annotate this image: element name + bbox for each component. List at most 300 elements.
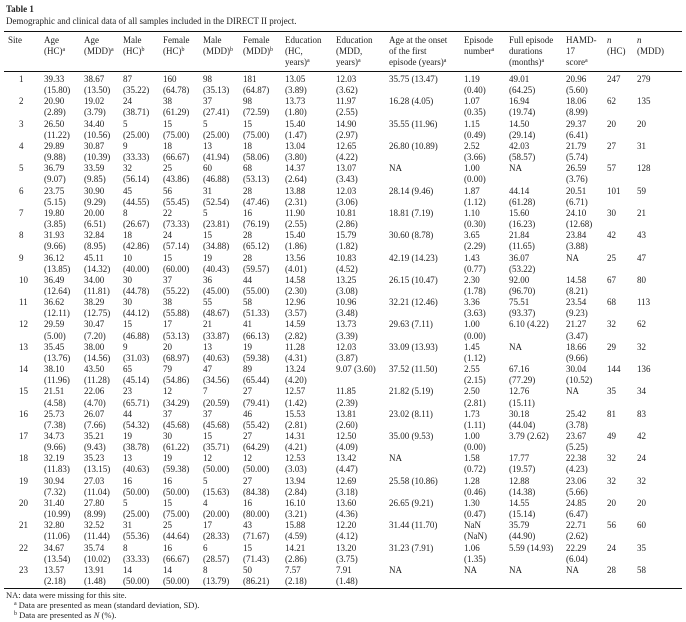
onset-age-cell: NA (389, 163, 402, 174)
male-hc-cell: 24 (38.71) (123, 96, 150, 118)
col-age-mdd-label: Age (MDD) (84, 35, 111, 56)
onset-age-cell: 26.15 (10.47) (389, 274, 438, 285)
footnote-b-text: Data are presented as (19, 609, 92, 620)
age-mdd-cell: 27.03 (11.04) (84, 475, 110, 497)
col-male-hc-label: Male (HC) (123, 35, 142, 56)
age-mdd-cell: 38.00 (14.56) (84, 341, 111, 363)
age-mdd-cell: 43.50 (11.28) (84, 364, 110, 386)
footnote-b-symbol: N (93, 609, 100, 620)
education-mdd-cell: 12.20 (4.12) (336, 520, 358, 542)
episode-number-cell: 1.43 (0.77) (464, 252, 486, 274)
female-hc-cell: 15 (75.00) (163, 497, 190, 520)
col-female-mdd-note: b (270, 47, 273, 53)
female-hc-cell: 16 (50.00) (163, 475, 190, 497)
site-cell: 16 (19, 408, 28, 419)
female-mdd-cell: 89 (65.44) (243, 364, 270, 386)
n-hc-cell: 25 (607, 252, 616, 263)
female-hc-cell: 56 (55.45) (163, 185, 190, 207)
episode-number-cell: 2.52 (3.66) (464, 140, 486, 163)
age-mdd-cell: 32.52 (11.44) (84, 520, 110, 542)
episode-duration-cell: 12.88 (14.38) (509, 475, 536, 497)
onset-age-cell: 18.81 (7.19) (389, 207, 434, 218)
table-row (4, 409, 682, 431)
col-n-mdd (633, 32, 682, 72)
onset-age-cell: 37.52 (11.50) (389, 364, 438, 375)
female-mdd-cell: 46 (55.42) (243, 408, 270, 430)
episode-duration-cell: 36.07 (53.22) (509, 252, 536, 274)
male-hc-cell: 9 (33.33) (123, 140, 150, 163)
female-hc-cell: 17 (53.13) (163, 319, 190, 341)
site-cell: 17 (19, 431, 28, 441)
col-female-hc-note: b (181, 47, 185, 53)
onset-age-cell: 31.23 (7.91) (389, 542, 434, 553)
female-hc-cell: 12 (34.29) (163, 386, 190, 408)
education-mdd-cell: 10.83 (4.52) (336, 252, 358, 274)
age-hc-cell: 20.90 (2.89) (44, 96, 66, 118)
education-mdd-cell: 12.03 (3.06) (336, 185, 358, 207)
n-mdd-cell: 136 (637, 364, 651, 375)
hamd17-cell: 21.79 (5.74) (566, 140, 588, 163)
episode-duration-cell: 14.55 (15.14) (509, 497, 536, 520)
female-mdd-cell: 16 (76.19) (243, 207, 270, 230)
onset-age-cell: 26.80 (10.89) (389, 140, 438, 151)
male-mdd-cell: 5 (23.81) (203, 207, 230, 230)
col-episode-number-note: a (491, 47, 495, 53)
education-hc-cell: 14.37 (2.64) (285, 163, 307, 185)
female-hc-cell: 24 (57.14) (163, 230, 190, 252)
hamd17-cell: 29.37 (6.41) (566, 118, 588, 140)
episode-duration-cell: NA (509, 163, 522, 174)
male-mdd-cell: 37 (45.68) (203, 408, 230, 430)
col-age-mdd-note: a (111, 47, 114, 53)
education-hc-cell: 15.88 (4.59) (285, 520, 307, 542)
table-row (4, 342, 682, 364)
col-education-mdd-label: Education (MDD, years) (336, 35, 373, 67)
education-mdd-cell: 13.73 (3.39) (336, 319, 358, 341)
education-hc-cell: 16.10 (3.21) (285, 497, 307, 520)
female-hc-cell: 22 (73.33) (163, 207, 190, 230)
age-hc-cell: 31.40 (10.99) (44, 497, 71, 520)
episode-number-cell: 1.87 (1.12) (464, 185, 486, 207)
episode-number-cell: 2.50 (2.81) (464, 386, 486, 408)
female-mdd-cell: 43 (71.67) (243, 520, 270, 542)
education-hc-cell: 15.53 (2.81) (285, 408, 307, 430)
site-cell: 9 (19, 252, 24, 263)
male-mdd-cell: 4 (20.00) (203, 497, 230, 520)
education-hc-cell: 11.28 (4.31) (285, 341, 307, 363)
episode-duration-cell: 3.79 (2.62) (509, 431, 549, 441)
episode-duration-cell: 75.51 (93.37) (509, 297, 536, 319)
education-mdd-cell: 13.42 (4.47) (336, 453, 358, 475)
hamd17-cell: 26.59 (3.76) (566, 163, 588, 185)
table-row (4, 141, 682, 163)
hamd17-cell: NA (562, 565, 603, 589)
episode-number-cell: 1.19 (0.40) (464, 74, 486, 96)
male-hc-cell: 44 (54.32) (123, 408, 150, 430)
episode-duration-cell: 49.01 (64.25) (509, 74, 536, 96)
episode-number-cell: 2.30 (1.78) (464, 274, 486, 296)
male-hc-cell: 65 (45.14) (123, 364, 150, 386)
male-mdd-cell: 17 (28.33) (203, 520, 230, 542)
female-hc-cell: 14 (50.00) (159, 565, 199, 589)
hamd17-cell: 18.66 (9.66) (566, 341, 588, 363)
education-mdd-cell: 13.25 (3.08) (336, 274, 358, 296)
table-row (4, 386, 682, 408)
education-hc-cell: 14.59 (2.82) (285, 319, 307, 341)
episode-duration-cell: 92.00 (96.70) (509, 274, 536, 296)
onset-age-cell: NA (389, 453, 402, 464)
education-hc-cell: 12.96 (3.57) (285, 297, 307, 319)
age-hc-cell: 29.59 (5.00) (44, 319, 66, 341)
age-mdd-cell: 20.00 (6.51) (84, 207, 106, 230)
n-mdd-cell: 20 (637, 118, 646, 129)
table-row (4, 364, 682, 386)
age-hc-cell: 34.73 (9.66) (44, 431, 66, 453)
male-hc-cell: 30 (44.78) (123, 274, 150, 296)
male-hc-cell: 10 (40.00) (123, 252, 150, 274)
age-hc-cell: 19.80 (3.85) (44, 207, 66, 230)
female-hc-cell: 15 (60.00) (163, 252, 190, 274)
episode-number-cell: 1.73 (1.11) (464, 408, 486, 430)
episode-number-cell: NA (460, 565, 505, 589)
col-onset-age (385, 32, 460, 72)
male-hc-cell: 30 (44.12) (123, 297, 150, 319)
hamd17-cell: 23.06 (5.66) (566, 475, 588, 497)
male-hc-cell: 19 (38.78) (123, 431, 150, 453)
col-female-hc-label: Female (HC) (163, 35, 190, 56)
age-hc-cell: 36.79 (9.07) (44, 163, 66, 185)
female-mdd-cell: 58 (51.33) (243, 297, 270, 319)
n-hc-cell: 35 (607, 386, 616, 397)
col-female-mdd-label: Female (MDD) (243, 35, 270, 56)
n-mdd-cell: 21 (637, 207, 646, 218)
footnote-b-mark: b (14, 610, 17, 617)
table-row (4, 520, 682, 542)
onset-age-cell: 21.82 (5.19) (389, 386, 434, 397)
n-mdd-cell: 34 (637, 386, 646, 397)
episode-number-cell: 3.36 (3.63) (464, 297, 486, 319)
education-hc-cell: 14.21 (2.86) (285, 542, 307, 564)
male-mdd-cell: 15 (35.71) (203, 431, 230, 453)
female-mdd-cell: 28 (47.46) (243, 185, 270, 207)
age-mdd-cell: 33.59 (9.85) (84, 163, 106, 185)
site-cell: 7 (19, 207, 24, 218)
episode-number-cell: 1.45 (1.12) (464, 341, 486, 363)
site-cell: 3 (19, 118, 24, 129)
age-hc-cell: 32.80 (11.06) (44, 520, 70, 542)
female-mdd-cell: 15 (71.43) (243, 542, 270, 564)
age-mdd-cell: 27.80 (8.99) (84, 497, 106, 520)
age-hc-cell: 38.10 (11.96) (44, 364, 70, 386)
n-hc-cell: 247 (607, 74, 621, 84)
onset-age-cell: 16.28 (4.05) (389, 96, 434, 107)
site-cell: 21 (19, 520, 28, 531)
footnote-na: NA: data were missing for this site. (6, 590, 127, 600)
col-hamd17-note: a (585, 58, 588, 64)
female-mdd-cell: 19 (59.38) (243, 341, 270, 363)
female-mdd-cell: 12 (50.00) (243, 453, 270, 475)
col-n-hc-symbol: n (607, 35, 612, 45)
age-hc-cell: 21.51 (4.58) (44, 386, 66, 408)
male-hc-cell: 8 (33.33) (123, 542, 150, 564)
onset-age-cell: 35.75 (13.47) (389, 74, 438, 84)
education-mdd-cell: 15.79 (1.82) (336, 230, 358, 252)
n-hc-cell: 32 (607, 453, 616, 464)
male-hc-cell: 15 (46.88) (123, 319, 150, 341)
male-mdd-cell: 15 (34.88) (203, 230, 230, 252)
col-onset-age-label: Age at the onset of the first episode (years) (389, 35, 448, 67)
male-hc-cell: 13 (40.63) (123, 453, 150, 475)
age-hc-cell: 36.62 (12.11) (44, 297, 70, 319)
female-mdd-cell: 68 (53.13) (243, 163, 270, 185)
male-hc-cell: 32 (56.14) (123, 163, 150, 185)
table-caption: Demographic and clinical data of all samples included in the DIRECT II project. (6, 16, 297, 26)
episode-number-cell: 3.65 (2.29) (464, 230, 486, 252)
education-hc-cell: 14.58 (2.30) (285, 274, 307, 296)
n-mdd-cell: 83 (637, 408, 646, 419)
col-site-label: Site (8, 35, 23, 45)
n-hc-cell: 20 (607, 497, 616, 508)
female-hc-cell: 19 (59.38) (163, 453, 190, 475)
male-mdd-cell: 55 (48.67) (203, 297, 230, 319)
col-education-hc-note: a (307, 58, 310, 64)
n-hc-cell: 32 (607, 319, 616, 330)
site-cell: 23 (4, 565, 40, 589)
hamd17-cell: NA (566, 386, 579, 397)
female-hc-cell: 30 (61.22) (163, 431, 190, 453)
n-hc-cell: 56 (607, 520, 616, 531)
col-onset-age-note: a (443, 58, 447, 64)
n-hc-cell: 49 (607, 431, 616, 441)
male-mdd-cell: 5 (15.63) (203, 475, 230, 497)
episode-duration-cell: NA (509, 341, 522, 352)
col-male-mdd (199, 32, 239, 72)
n-mdd-cell: 43 (637, 230, 646, 241)
episode-duration-cell: 17.77 (19.57) (509, 453, 536, 475)
n-mdd-cell: 80 (637, 274, 646, 285)
n-mdd-cell: 128 (637, 163, 651, 174)
site-cell: 14 (19, 364, 28, 375)
site-cell: 10 (19, 274, 28, 285)
age-mdd-cell: 34.00 (11.81) (84, 274, 110, 296)
site-cell: 4 (19, 140, 24, 151)
footnote-a-mark: a (14, 600, 17, 607)
education-hc-cell: 15.40 (1.86) (285, 230, 307, 252)
age-hc-cell: 31.93 (9.66) (44, 230, 66, 252)
education-mdd-cell: 12.65 (4.22) (336, 140, 358, 163)
age-mdd-cell: 30.47 (7.20) (84, 319, 106, 341)
hamd17-cell: NA (566, 252, 579, 263)
site-cell: 5 (19, 163, 24, 174)
male-hc-cell: 16 (50.00) (123, 475, 150, 497)
hamd17-cell: 20.51 (6.71) (566, 185, 588, 207)
episode-number-cell: 1.06 (1.35) (464, 542, 486, 564)
female-mdd-cell: 18 (58.06) (243, 140, 270, 163)
male-mdd-cell: 31 (52.54) (203, 185, 230, 207)
male-hc-cell: 14 (50.00) (119, 565, 159, 589)
onset-age-cell: 29.63 (7.11) (389, 319, 433, 330)
female-hc-cell: 37 (55.22) (163, 274, 190, 296)
education-hc-cell: 15.40 (1.47) (285, 118, 307, 140)
episode-number-cell: 1.00 (0.00) (464, 319, 486, 341)
age-hc-cell: 32.19 (11.83) (44, 453, 70, 475)
table-row (4, 543, 682, 565)
age-mdd-cell: 38.29 (12.75) (84, 297, 111, 319)
demographics-table (4, 31, 682, 589)
education-hc-cell: 13.88 (2.31) (285, 185, 307, 207)
male-hc-cell: 23 (65.71) (123, 386, 150, 408)
onset-age-cell: 26.65 (9.21) (389, 497, 434, 508)
table-row (4, 319, 682, 341)
n-mdd-cell: 113 (637, 297, 651, 308)
male-hc-cell: 8 (26.67) (123, 207, 150, 230)
col-age-mdd (80, 32, 119, 72)
age-hc-cell: 30.94 (7.32) (44, 475, 66, 497)
table-header (4, 32, 682, 72)
education-hc-cell: 14.31 (4.21) (285, 431, 307, 453)
age-hc-cell: 35.45 (13.76) (44, 341, 71, 363)
n-hc-cell: 27 (607, 140, 616, 151)
col-episode-duration-note: a (541, 58, 545, 64)
female-hc-cell: 25 (43.86) (163, 163, 190, 185)
female-mdd-cell: 181 (64.87) (243, 74, 270, 96)
hamd17-cell: 24.10 (12.68) (566, 207, 593, 230)
age-mdd-cell: 26.07 (7.66) (84, 408, 106, 430)
n-mdd-cell: 32 (637, 475, 646, 486)
education-mdd-cell: 13.60 (4.36) (336, 497, 358, 520)
female-mdd-cell: 27 (64.29) (243, 431, 270, 453)
hamd17-cell: 24.85 (6.47) (566, 497, 588, 520)
col-male-mdd-note: b (230, 47, 233, 53)
episode-duration-cell: 14.50 (29.14) (509, 118, 536, 140)
onset-age-cell: 42.19 (14.23) (389, 252, 438, 263)
n-hc-cell: 32 (607, 475, 616, 486)
n-hc-cell: 30 (607, 207, 616, 218)
female-mdd-cell: 28 (59.57) (243, 252, 270, 274)
n-mdd-cell: 62 (637, 319, 646, 330)
onset-age-cell: 31.44 (11.70) (389, 520, 438, 531)
col-age-hc (40, 32, 80, 72)
onset-age-cell: 33.09 (13.93) (389, 341, 438, 352)
col-hamd17 (562, 32, 603, 72)
site-cell: 22 (19, 542, 28, 553)
site-cell: 19 (19, 475, 28, 486)
female-hc-cell: 15 (75.00) (163, 118, 190, 140)
episode-number-cell: 2.55 (2.15) (464, 364, 486, 386)
female-hc-cell: 25 (44.64) (163, 520, 190, 542)
episode-duration-cell: 6.10 (4.22) (509, 319, 549, 330)
table-label: Table 1 (6, 4, 34, 14)
hamd17-cell: 25.42 (3.78) (566, 408, 588, 430)
table-body (4, 72, 682, 589)
hamd17-cell: 23.84 (3.88) (566, 230, 588, 252)
episode-number-cell: 1.10 (0.30) (464, 207, 486, 230)
table-row (4, 275, 682, 297)
male-mdd-cell: 36 (45.00) (203, 274, 230, 296)
age-mdd-cell: 35.23 (13.15) (84, 453, 111, 475)
episode-duration-cell: 5.59 (14.93) (509, 542, 554, 553)
male-mdd-cell: 60 (46.88) (203, 163, 230, 185)
education-hc-cell: 11.90 (2.55) (285, 207, 307, 230)
col-episode-number (460, 32, 505, 72)
n-hc-cell: 28 (603, 565, 633, 589)
col-female-hc (159, 32, 199, 72)
age-mdd-cell: 35.21 (9.43) (84, 431, 106, 453)
col-episode-number-label: Episode number (464, 35, 493, 56)
episode-duration-cell: 67.16 (77.29) (509, 364, 536, 386)
male-hc-cell: 45 (44.55) (123, 185, 150, 207)
education-hc-cell: 12.53 (3.03) (285, 453, 307, 475)
n-hc-cell: 62 (607, 96, 616, 107)
education-mdd-cell: 9.07 (3.60) (336, 364, 376, 375)
n-hc-cell: 101 (607, 185, 621, 196)
age-hc-cell: 39.33 (15.80) (44, 74, 71, 96)
table-row (4, 208, 682, 230)
table-row (4, 163, 682, 185)
onset-age-cell: 35.55 (11.96) (389, 118, 438, 129)
female-hc-cell: 18 (66.67) (163, 140, 190, 163)
col-education-hc-label: Education (HC, years) (285, 35, 322, 67)
episode-number-cell: 1.00 (0.00) (464, 163, 486, 185)
age-mdd-cell: 35.74 (10.02) (84, 542, 111, 564)
site-cell: 18 (19, 453, 28, 464)
male-mdd-cell: 13 (41.94) (203, 140, 230, 163)
hamd17-cell: 23.54 (9.23) (566, 297, 588, 319)
education-mdd-cell: 11.97 (2.55) (336, 96, 358, 118)
col-hamd17-label: HAMD- 17 score (566, 35, 597, 67)
n-hc-cell: 29 (607, 341, 616, 352)
n-hc-cell: 24 (607, 542, 616, 553)
education-mdd-cell: 12.50 (4.09) (336, 431, 358, 453)
n-hc-cell: 20 (607, 118, 616, 129)
female-hc-cell: 160 (64.78) (163, 74, 190, 96)
female-hc-cell: 38 (61.29) (163, 96, 190, 118)
episode-number-cell: 1.28 (0.46) (464, 475, 486, 497)
n-mdd-cell: 20 (637, 497, 646, 508)
episode-number-cell: 1.30 (0.47) (464, 497, 486, 520)
col-male-hc (119, 32, 159, 72)
male-mdd-cell: 7 (20.59) (203, 386, 230, 408)
education-mdd-cell: 12.03 (3.62) (336, 74, 358, 96)
female-mdd-cell: 27 (79.41) (243, 386, 270, 408)
education-hc-cell: 13.56 (4.01) (285, 252, 307, 274)
col-education-mdd-note: a (358, 58, 361, 64)
education-mdd-cell: 13.81 (2.60) (336, 408, 358, 430)
col-age-hc-label: Age (HC) (44, 35, 63, 56)
female-hc-cell: 79 (54.86) (163, 364, 190, 386)
hamd17-cell: 22.71 (2.62) (566, 520, 588, 542)
age-hc-cell: 13.57 (2.18) (40, 565, 80, 589)
male-mdd-cell: 37 (27.41) (203, 96, 230, 118)
episode-duration-cell: 12.76 (15.11) (509, 386, 535, 408)
table-row (4, 96, 682, 118)
education-mdd-cell: 14.90 (2.97) (336, 118, 358, 140)
site-cell: 20 (19, 497, 28, 508)
footnote-b (6, 611, 199, 621)
education-mdd-cell: 13.20 (3.75) (336, 542, 358, 564)
n-mdd-cell: 42 (637, 431, 646, 441)
male-hc-cell: 31 (55.36) (123, 520, 150, 542)
episode-number-cell: 1.15 (0.49) (464, 118, 486, 140)
n-mdd-cell: 24 (637, 453, 646, 464)
n-hc-cell: 67 (607, 274, 616, 285)
male-hc-cell: 9 (31.03) (123, 341, 150, 363)
onset-age-cell: 32.21 (12.46) (389, 297, 438, 308)
male-mdd-cell: 47 (34.56) (203, 364, 230, 386)
female-mdd-cell: 98 (72.59) (243, 96, 270, 118)
header-row (4, 32, 682, 72)
site-cell: 8 (19, 230, 24, 241)
